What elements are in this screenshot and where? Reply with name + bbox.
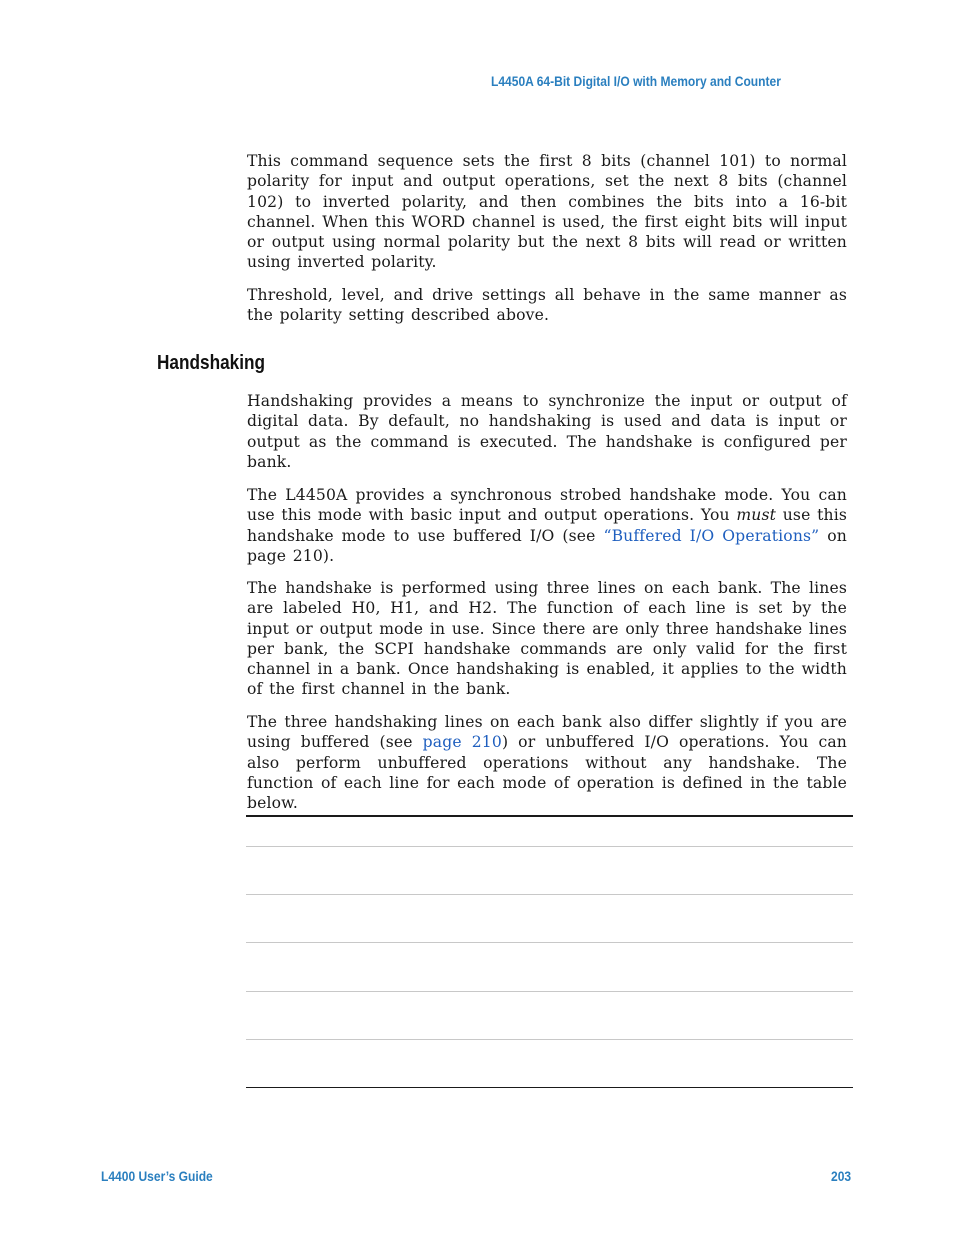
paragraph-handshake-lines xyxy=(247,578,847,700)
text-run: on page 210). xyxy=(247,526,847,565)
footer-guide-title: L4400 User’s Guide xyxy=(101,1168,213,1184)
paragraph-text: The handshake is performed using three lines on each bank. The lines are labeled H0, H1, and H2. The function of each line is set by the input or output mode in use. Since there are only three handshake lines per bank, the SCPI handshake commands are only valid for the first channel in a bank. Once handshaking is enabled, it applies to the width of the first channel in the bank. xyxy=(247,579,847,699)
paragraph-handshaking-intro xyxy=(247,391,847,472)
text-run: The L4450A provides a synchronous strobed handshake mode. You can use this mode with basic input and output operations. You xyxy=(247,486,847,525)
paragraph-text xyxy=(247,712,847,813)
table-top-rule xyxy=(246,815,853,817)
paragraph-text: Threshold, level, and drive settings all behave in the same manner as the polarity setting described above. xyxy=(247,286,847,325)
table-row-divider xyxy=(246,942,853,943)
text-run: The three handshaking lines on each bank also differ slightly if you are using buffered (see xyxy=(247,713,847,752)
table-row-divider xyxy=(246,991,853,992)
table-row-divider xyxy=(246,1039,853,1040)
paragraph-text xyxy=(247,485,847,566)
paragraph-text: Handshaking provides a means to synchronize the input or output of digital data. By default, no handshaking is used and data is input or output as the command is executed. The handshake is configured per bank. xyxy=(247,392,847,471)
table-bottom-rule xyxy=(246,1087,853,1088)
paragraph-strobed-handshake xyxy=(247,485,847,566)
text-run: ) or unbuffered I/O operations. You can also perform unbuffered operations without any handshake. The function of each line for each mode of operation is defined in the table below. xyxy=(247,733,847,813)
paragraph-polarity-sequence xyxy=(247,151,847,273)
paragraph-text: This command sequence sets the first 8 bits (channel 101) to normal polarity for input and output operations, set the next 8 bits (channel 102) to inverted polarity, and then combines the bits into a 16-bit channel. When this WORD channel is used, the first eight bits will input or output using normal polarity but the next 8 bits will read or written using inverted polarity. xyxy=(247,152,847,272)
emphasis-must: must xyxy=(736,506,777,525)
running-header: L4450A 64-Bit Digital I/O with Memory and Counter xyxy=(491,73,781,89)
footer-page-number: 203 xyxy=(831,1168,852,1184)
section-title: Handshaking xyxy=(157,352,265,374)
table-row-divider xyxy=(246,846,853,847)
paragraph-threshold xyxy=(247,285,847,326)
table-row-divider xyxy=(246,894,853,895)
page-210-link[interactable]: page 210 xyxy=(422,733,502,752)
buffered-io-link[interactable]: “Buffered I/O Operations” xyxy=(603,526,820,545)
paragraph-buffered-modes xyxy=(247,712,847,813)
text-run: use this handshake mode to use buffered I/O (see xyxy=(247,506,847,545)
